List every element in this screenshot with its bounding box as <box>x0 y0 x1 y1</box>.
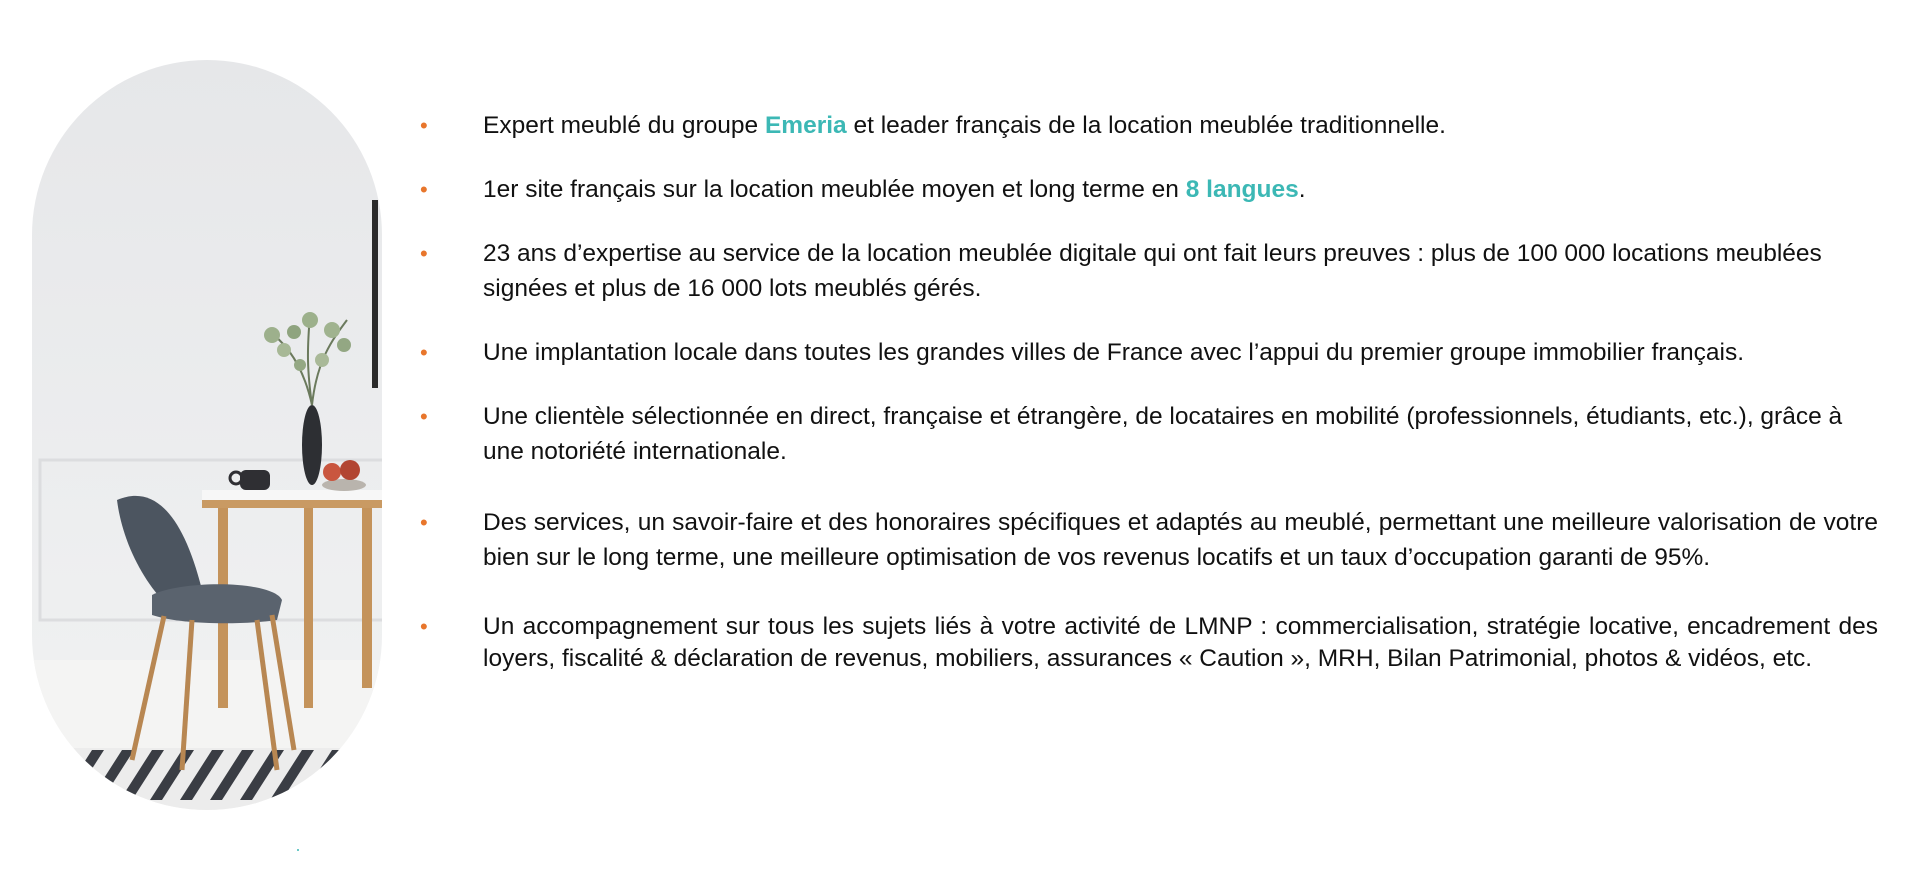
bullet-marker: • <box>420 510 428 535</box>
bullet-marker: • <box>420 177 428 202</box>
bullet-list <box>420 108 1878 675</box>
list-item-text: 1er site français sur la location meublée moyen et long terme en 8 langues. <box>483 176 1306 203</box>
bullet-marker: • <box>420 340 428 365</box>
list-item-text: Expert meublé du groupe Emeria et leader français de la location meublée traditionnelle. <box>483 112 1446 139</box>
highlight-languages: 8 langues <box>1185 176 1299 203</box>
list-item-text: Un accompagnement sur tous les sujets liés à votre activité de LMNP : commercialisation, stratégie locative, encadrement des loyers, fiscalité & déclaration de revenus, mobiliers, assurances « Caution », MRH, Bilan Patrimonial, photos & vidéos, etc. <box>483 613 1878 672</box>
list-item-text: Des services, un savoir-faire et des honoraires spécifiques et adaptés au meublé, permettant une meilleure valorisation de votre bien sur le long terme, une meilleure optimisation de vos revenus locatifs et un taux d’occupation garanti de 95%. <box>483 509 1878 571</box>
furniture-photo <box>32 60 382 810</box>
rug <box>52 748 382 810</box>
list-item <box>420 236 1878 306</box>
list-item <box>420 172 1878 207</box>
list-item <box>420 611 1878 675</box>
bullet-marker: • <box>420 113 428 138</box>
list-item-text: Une implantation locale dans toutes les grandes villes de France avec l’appui du premier groupe immobilier français. <box>483 339 1745 366</box>
furniture-illustration <box>32 60 382 810</box>
small-dot <box>297 849 299 851</box>
highlight-emeria: Emeria <box>764 112 847 139</box>
picture-frame <box>372 200 378 388</box>
list-item <box>420 108 1878 143</box>
list-item <box>420 335 1878 370</box>
list-item-text: Une clientèle sélectionnée en direct, française et étrangère, de locataires en mobilité (professionnels, étudiants, etc.), grâce à une notoriété internationale. <box>483 403 1843 465</box>
list-item <box>420 399 1878 469</box>
bullet-marker: • <box>420 404 428 429</box>
list-item <box>420 505 1878 575</box>
list-item-text: 23 ans d’expertise au service de la location meublée digitale qui ont fait leurs preuves : plus de 100 000 locations meublées signées et plus de 16 000 lots meublés gérés. <box>483 240 1822 302</box>
bullet-marker: • <box>420 241 428 266</box>
bullet-marker: • <box>420 614 428 639</box>
